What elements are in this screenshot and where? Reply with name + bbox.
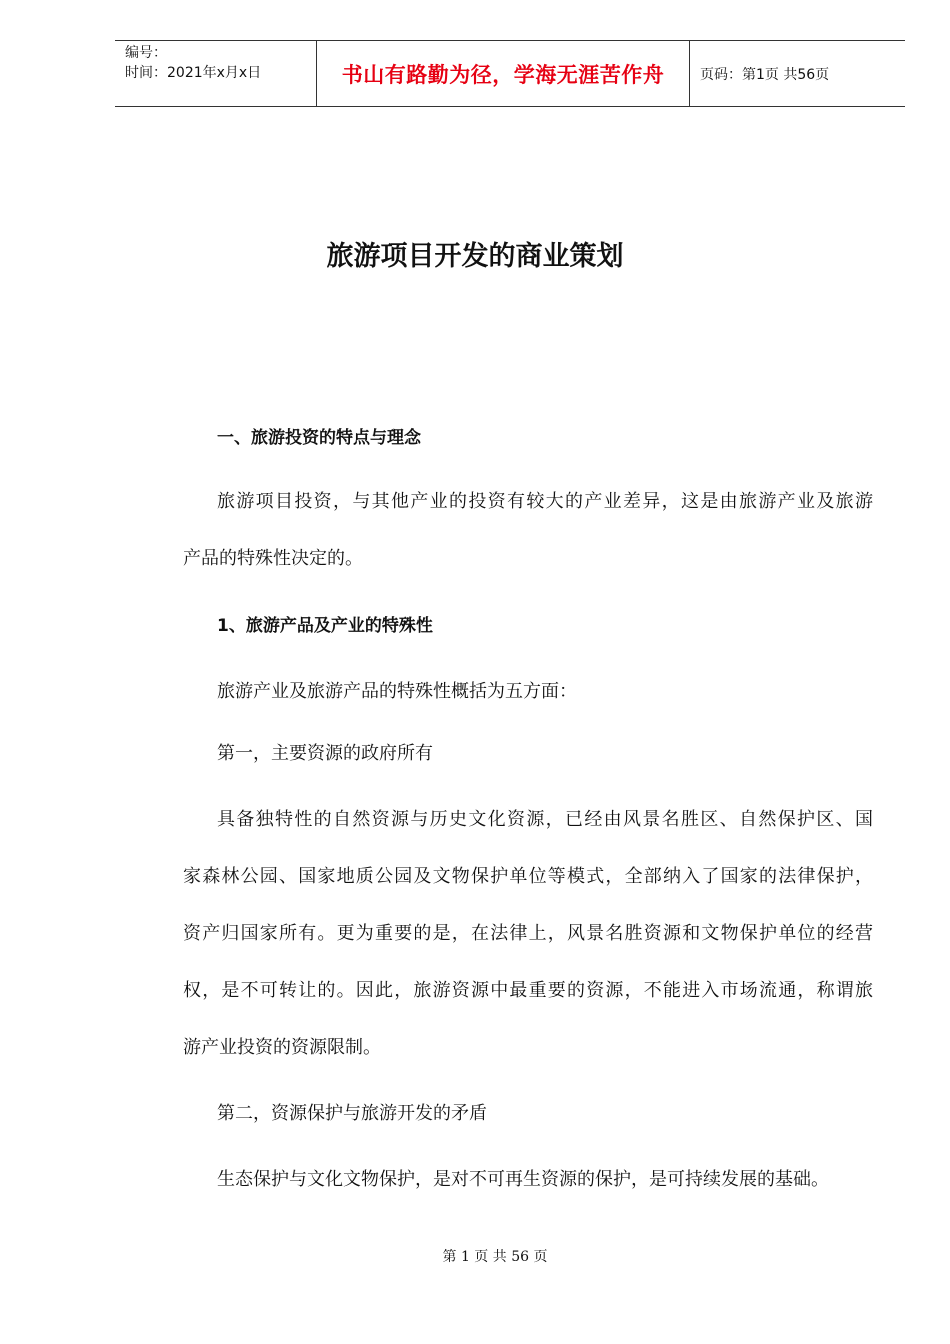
- paragraph-line: 产品的特殊性决定的。: [183, 548, 363, 569]
- section-heading: 一、旅游投资的特点与理念: [217, 428, 421, 448]
- paragraph-line: 游产业投资的资源限制。: [183, 1037, 381, 1058]
- header-left-cell: [115, 41, 316, 106]
- paragraph-line: 旅游产业及旅游产品的特殊性概括为五方面：: [217, 681, 577, 702]
- page-code: 页码：第1页 共56页: [700, 66, 830, 83]
- paragraph-line: 权，是不可转让的。因此，旅游资源中最重要的资源，不能进入市场流通，称谓旅: [183, 980, 873, 1001]
- header-motto-cell: [316, 41, 690, 106]
- point-heading: 第一，主要资源的政府所有: [217, 743, 433, 764]
- page-header: [115, 40, 905, 107]
- motto-text: 书山有路勤为径，学海无涯苦作舟: [341, 62, 665, 87]
- page-footer: 第 1 页 共 56 页: [442, 1249, 548, 1265]
- number-label: 编号：: [125, 45, 167, 61]
- paragraph-line: 资产归国家所有。更为重要的是，在法律上，风景名胜资源和文物保护单位的经营: [183, 923, 873, 944]
- header-page-cell: [690, 41, 905, 106]
- document-title: 旅游项目开发的商业策划: [326, 241, 624, 272]
- paragraph-line: 旅游项目投资，与其他产业的投资有较大的产业差异，这是由旅游产业及旅游: [217, 491, 873, 512]
- point-heading: 第二，资源保护与旅游开发的矛盾: [217, 1103, 487, 1124]
- subsection-heading: 1、旅游产品及产业的特殊性: [217, 616, 433, 636]
- paragraph-line: 生态保护与文化文物保护，是对不可再生资源的保护，是可持续发展的基础。: [217, 1169, 829, 1190]
- paragraph-line: 家森林公园、国家地质公园及文物保护单位等模式，全部纳入了国家的法律保护，: [183, 866, 873, 887]
- paragraph-line: 具备独特性的自然资源与历史文化资源，已经由风景名胜区、自然保护区、国: [217, 809, 873, 830]
- time-label: 时间：2021年x月x日: [125, 65, 262, 81]
